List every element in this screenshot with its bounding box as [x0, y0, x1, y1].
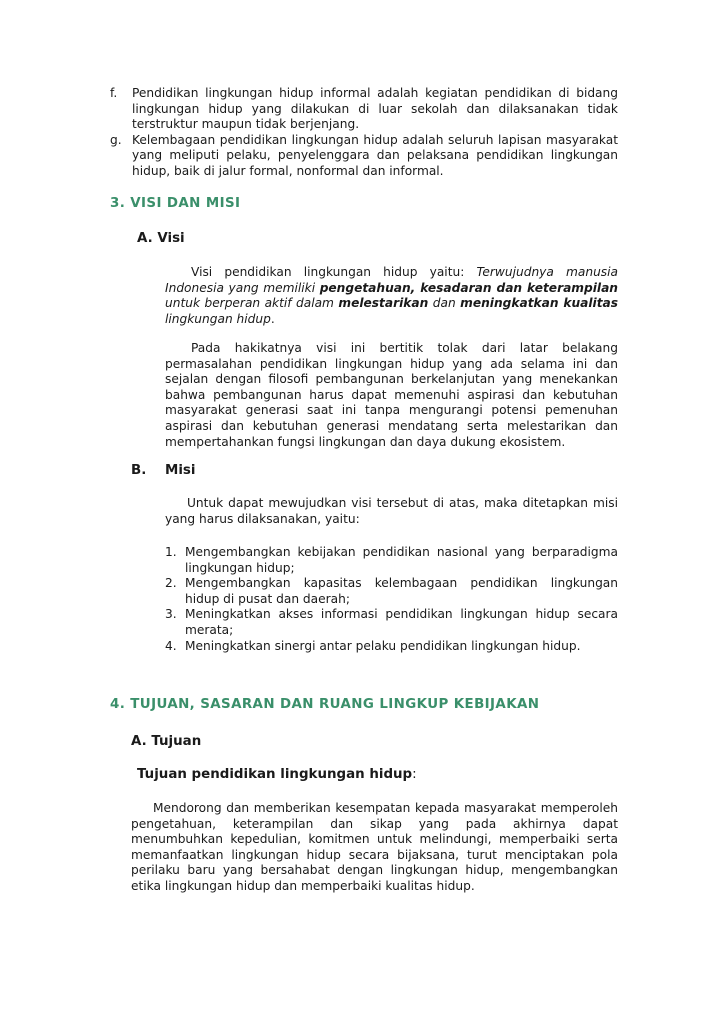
list-item: 2. Mengembangkan kapasitas kelembagaan pendidikan lingkungan hidup di pusat dan daerah;	[165, 576, 618, 606]
tujuan-subheading: Tujuan pendidikan lingkungan hidup:	[137, 767, 417, 782]
list-marker: g.	[110, 132, 122, 147]
definition-text: Pendidikan lingkungan hidup informal adalah kegiatan pendidikan di bidang lingkungan hidup yang dilakukan di luar sekolah dan dilaksanakan tidak terstruktur maupun tidak berjenjang.	[132, 86, 618, 132]
misi-intro: Untuk dapat mewujudkan visi tersebut di atas, maka ditetapkan misi yang harus dilaksanakan, yaitu:	[165, 496, 618, 526]
list-item: 3. Meningkatkan akses informasi pendidikan lingkungan hidup secara merata;	[165, 607, 618, 637]
definition-list	[110, 86, 618, 180]
list-item: 4. Meningkatkan sinergi antar pelaku pendidikan lingkungan hidup.	[165, 638, 581, 653]
section-3-title: 3. VISI DAN MISI	[110, 196, 241, 211]
misi-list	[165, 545, 618, 654]
misi-heading	[131, 463, 195, 478]
visi-heading: A. Visi	[137, 231, 185, 246]
definition-item-f	[110, 86, 618, 133]
definition-text: Kelembagaan pendidikan lingkungan hidup adalah seluruh lapisan masyarakat yang meliputi pelaku, penyelenggara dan pelaksana pendidikan lingkungan hidup, baik di jalur formal, nonformal dan informal.	[132, 132, 618, 178]
tujuan-heading: A. Tujuan	[131, 734, 202, 749]
visi-explanation: Pada hakikatnya visi ini bertitik tolak dari latar belakang permasalahan pendidikan lingkungan hidup yang ada selama ini dan sejalan dengan filosofi pembangunan berkelanjutan yang menekankan bahwa pembangunan harus dapat memenuhi aspirasi dan kebutuhan masyarakat generasi saat ini tanpa mengurangi potensi pemenuhan aspirasi dan kebutuhan generasi mendatang serta melestarikan dan mempertahankan fungsi lingkungan dan daya dukung ekosistem.	[165, 341, 618, 449]
list-marker: f.	[110, 86, 118, 100]
visi-statement: Visi pendidikan lingkungan hidup yaitu: Terwujudnya manusia Indonesia yang memiliki pengetahuan, kesadaran dan keterampilan untuk berperan aktif dalam melestarikan dan meningkatkan kualitas lingkungan hidup.	[165, 265, 619, 326]
list-item: 1. Mengembangkan kebijakan pendidikan nasional yang berparadigma lingkungan hidup;	[165, 545, 618, 575]
misi-heading-marker: B.	[131, 463, 147, 478]
section-4-title: 4. TUJUAN, SASARAN DAN RUANG LINGKUP KEBIJAKAN	[110, 697, 540, 712]
tujuan-paragraph: Mendorong dan memberikan kesempatan kepada masyarakat memperoleh pengetahuan, keterampilan dan sikap yang pada akhirnya dapat menumbuhkan kepedulian, komitmen untuk melindungi, memperbaiki serta memanfaatkan lingkungan hidup secara bijaksana, turut menciptakan pola perilaku baru yang bersahabat dengan lingkungan hidup, mengembangkan etika lingkungan hidup dan memperbaiki kualitas hidup.	[131, 801, 618, 893]
misi-heading-text: Misi	[165, 463, 196, 478]
definition-item-g	[110, 133, 618, 180]
